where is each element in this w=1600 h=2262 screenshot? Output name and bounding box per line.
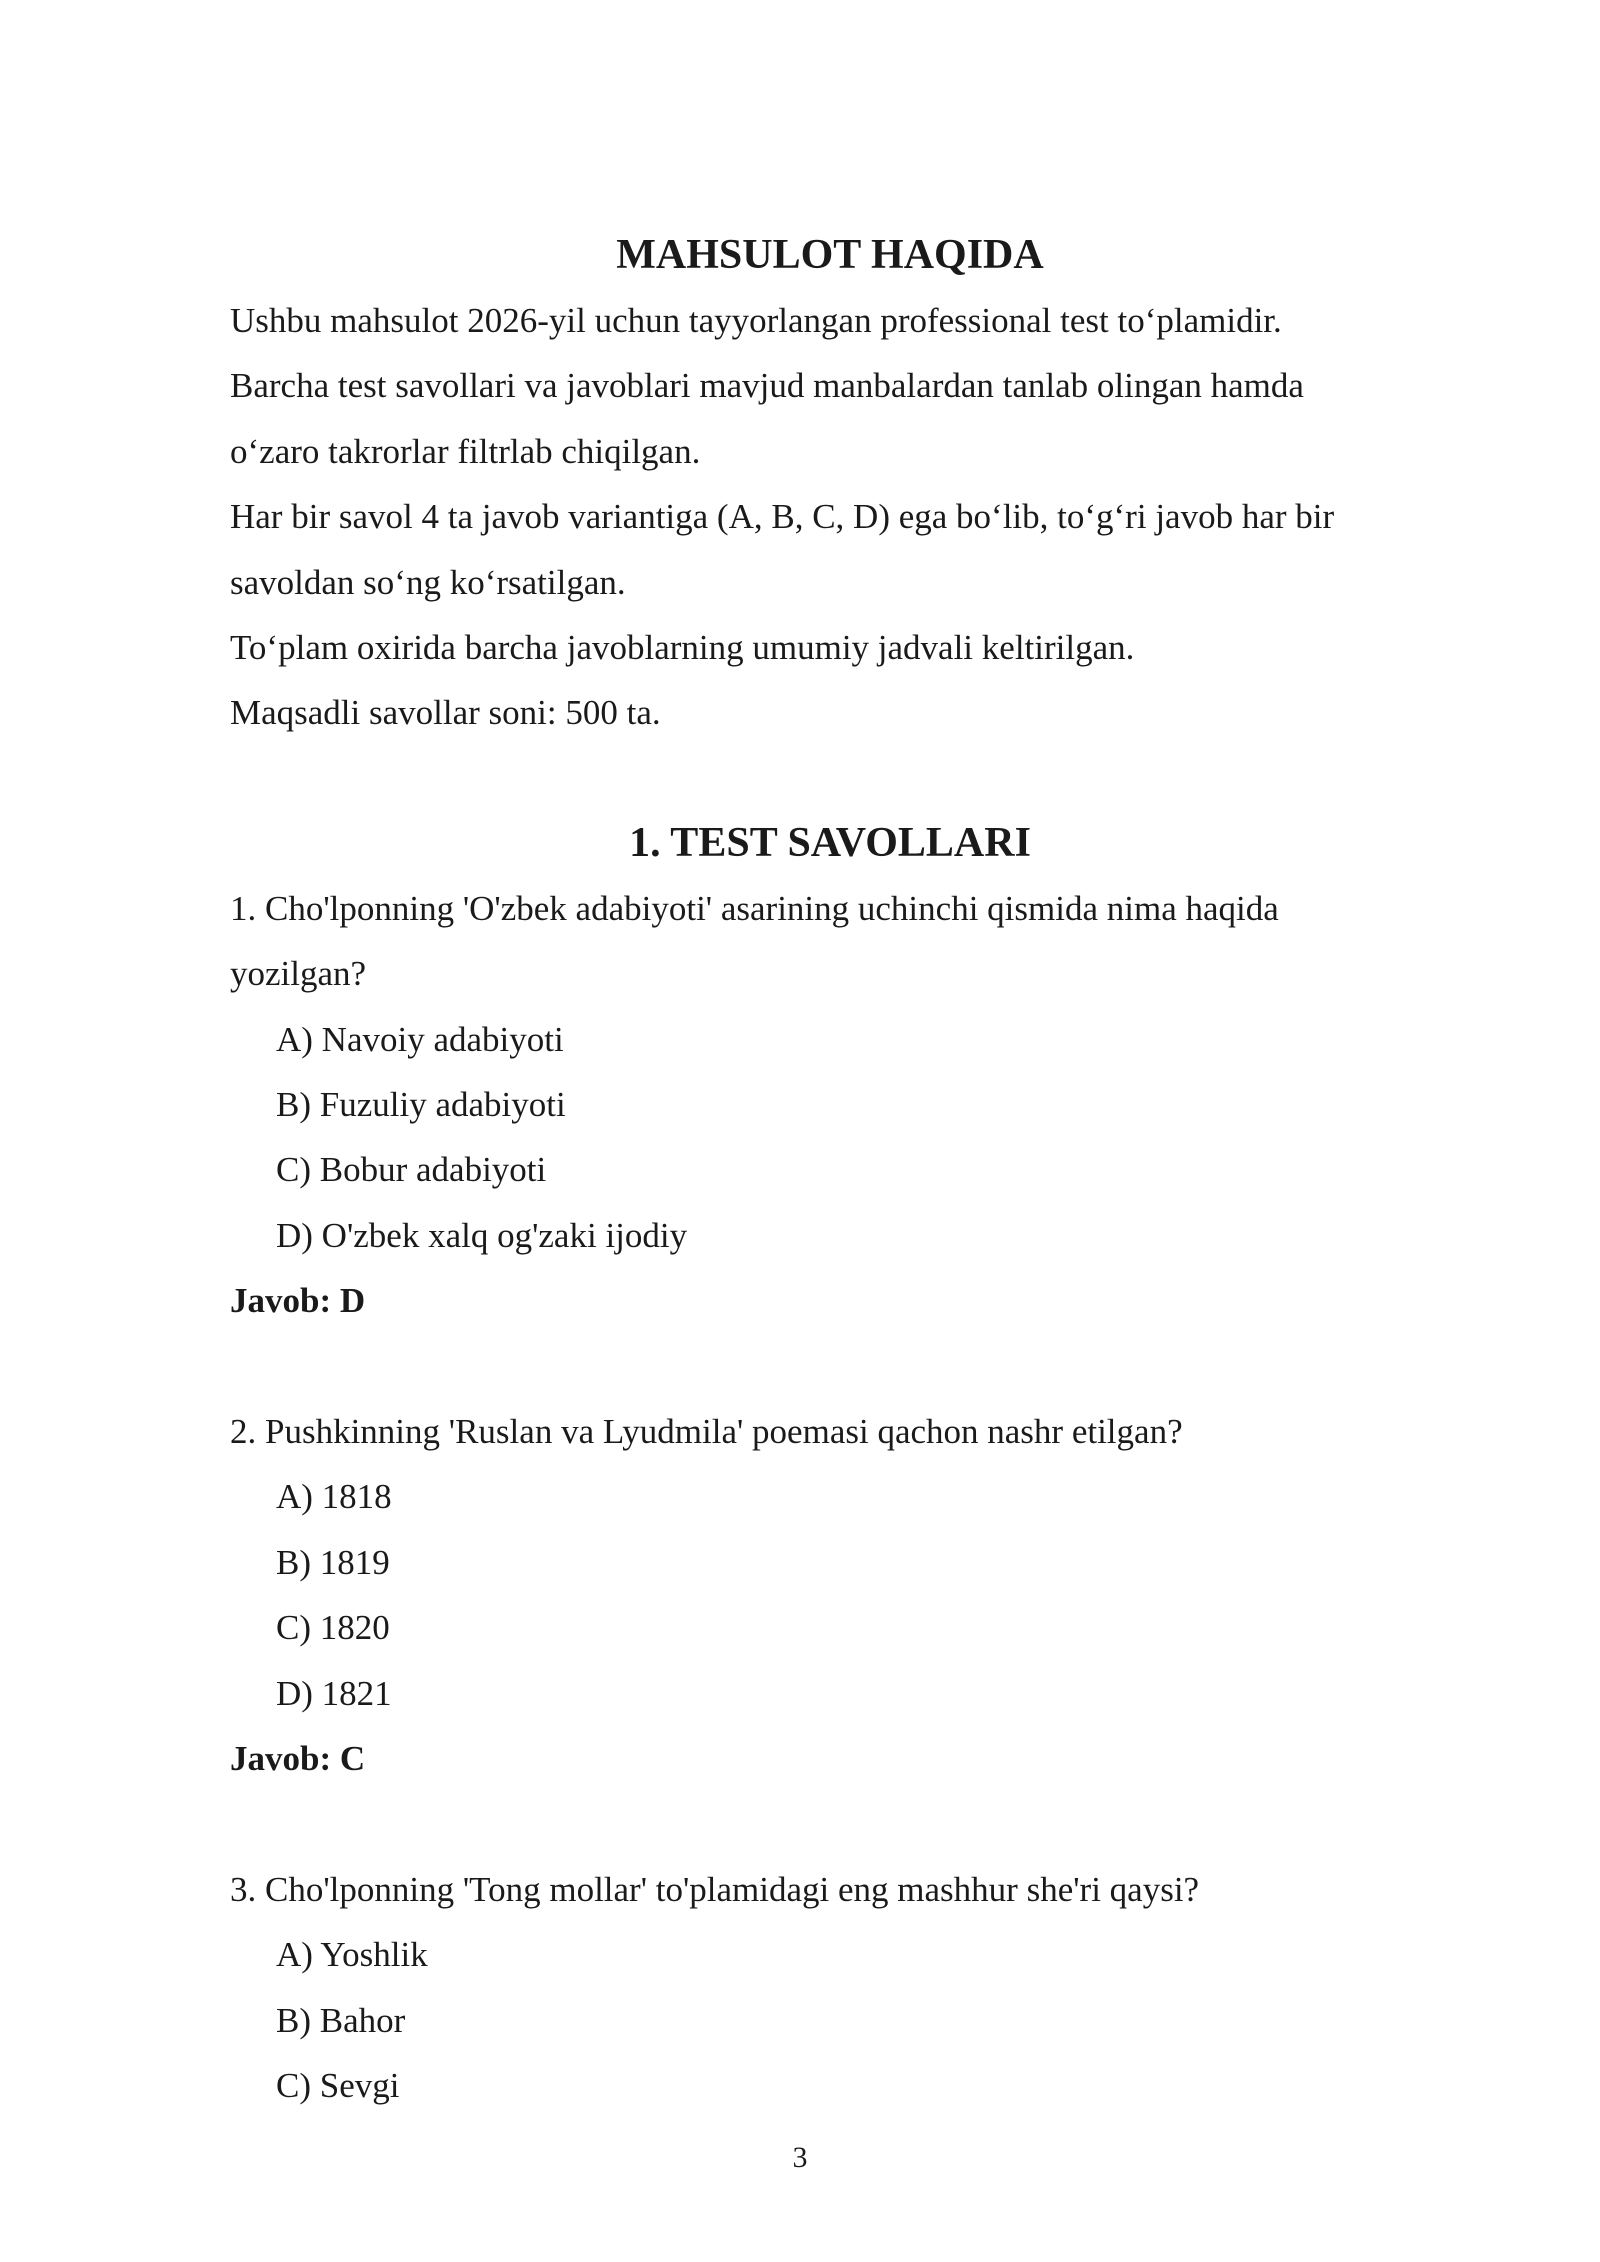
question-block bbox=[230, 876, 1430, 1334]
question-text: 1. Cho'lponning 'O'zbek adabiyoti' asarining uchinchi qismida nima haqida bbox=[230, 888, 1279, 928]
spacer bbox=[230, 1334, 1430, 1399]
about-line: o‘zaro takrorlar filtrlab chiqilgan. bbox=[230, 431, 701, 471]
question-block bbox=[230, 1399, 1430, 1791]
page-content bbox=[230, 222, 1430, 2119]
answer-option: B) Fuzuliy adabiyoti bbox=[276, 1085, 566, 1125]
about-line: Ushbu mahsulot 2026-yil uchun tayyorlangan professional test to‘plamidir. bbox=[230, 301, 1282, 340]
spacer bbox=[230, 746, 1430, 810]
answer-option: D) 1821 bbox=[276, 1673, 392, 1713]
about-line: Har bir savol 4 ta javob variantiga (A, B, C, D) ega bo‘lib, to‘g‘ri javob har bir bbox=[230, 497, 1335, 537]
page-number: 3 bbox=[792, 2141, 808, 2174]
answer-option: A) 1818 bbox=[276, 1477, 392, 1517]
answer-option: B) 1819 bbox=[276, 1542, 390, 1582]
answer-option: C) Bobur adabiyoti bbox=[276, 1150, 547, 1190]
answer-option: A) Navoiy adabiyoti bbox=[276, 1019, 564, 1059]
correct-answer: Javob: D bbox=[230, 1281, 366, 1321]
about-title: MAHSULOT HAQIDA bbox=[616, 232, 1044, 278]
answer-option: A) Yoshlik bbox=[276, 1935, 428, 1975]
answer-option: C) 1820 bbox=[276, 1608, 390, 1648]
spacer bbox=[230, 1792, 1430, 1857]
question-block bbox=[230, 1857, 1430, 2119]
about-line: savoldan so‘ng ko‘rsatilgan. bbox=[230, 562, 626, 602]
section-title: 1. TEST SAVOLLARI bbox=[629, 819, 1031, 866]
question-text: 2. Pushkinning 'Ruslan va Lyudmila' poemasi qachon nashr etilgan? bbox=[230, 1412, 1183, 1452]
question-text: 3. Cho'lponning 'Tong mollar' to'plamidagi eng mashhur she'ri qaysi? bbox=[230, 1869, 1200, 1909]
answer-option: B) Bahor bbox=[276, 2000, 406, 2040]
about-line: To‘plam oxirida barcha javoblarning umumiy jadvali keltirilgan. bbox=[230, 628, 1135, 668]
about-line: Maqsadli savollar soni: 500 ta. bbox=[230, 693, 661, 733]
answer-option: D) O'zbek xalq og'zaki ijodiy bbox=[276, 1215, 688, 1255]
about-line: Barcha test savollari va javoblari mavjud manbalardan tanlab olingan hamda bbox=[230, 366, 1304, 406]
answer-option: C) Sevgi bbox=[276, 2066, 400, 2106]
question-text: yozilgan? bbox=[230, 954, 367, 994]
correct-answer: Javob: C bbox=[230, 1739, 366, 1779]
